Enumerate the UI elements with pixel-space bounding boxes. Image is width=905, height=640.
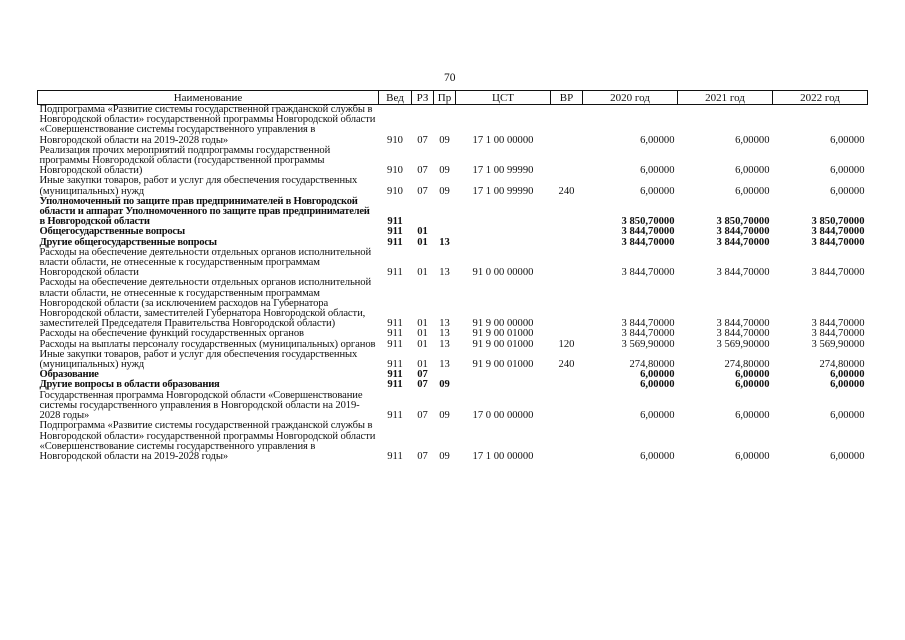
row-value-2022: 3 850,70000 — [811, 216, 865, 228]
row-rz: 01 — [417, 236, 428, 248]
row-cst: 91 0 00 00000 — [472, 267, 534, 279]
row-rz: 01 — [417, 359, 428, 371]
row-value-2022: 6,00000 — [830, 134, 865, 146]
row-rz: 01 — [417, 267, 428, 279]
row-rz: 07 — [417, 379, 428, 391]
row-ved: 911 — [387, 410, 403, 422]
header-ved: Вед — [379, 91, 412, 105]
row-vr: 120 — [558, 338, 575, 350]
row-value-2022: 3 844,70000 — [811, 318, 865, 330]
row-ved: 911 — [387, 450, 403, 462]
row-value-2022: 6,00000 — [830, 379, 865, 391]
header-rz: РЗ — [412, 91, 434, 105]
row-cst — [456, 197, 551, 228]
row-rz: 07 — [417, 185, 428, 197]
row-pr: 13 — [439, 318, 450, 330]
row-ved: 910 — [387, 134, 403, 146]
row-pr: 13 — [439, 338, 450, 350]
row-cst: 17 0 00 00000 — [472, 410, 534, 422]
row-value-2021: 6,00000 — [735, 369, 770, 381]
row-vr — [551, 146, 583, 177]
row-value-2021: 6,00000 — [735, 450, 770, 462]
row-vr — [551, 370, 583, 380]
row-value-2022: 3 844,70000 — [811, 267, 865, 279]
budget-table — [37, 90, 868, 462]
table-header-row — [38, 91, 868, 105]
row-value-2021: 3 844,70000 — [716, 328, 770, 340]
row-name: Другие общегосударственные вопросы — [39, 236, 217, 248]
row-ved: 911 — [387, 369, 403, 381]
row-cst — [456, 227, 551, 237]
row-ved: 911 — [387, 318, 403, 330]
row-value-2020: 274,80000 — [629, 359, 675, 371]
row-name: Расходы на обеспечение функций государственных органов — [39, 328, 304, 340]
row-value-2022: 274,80000 — [819, 359, 865, 371]
row-value-2021: 3 844,70000 — [716, 267, 770, 279]
table-row — [38, 105, 868, 146]
row-cst: 17 1 00 00000 — [472, 134, 534, 146]
header-pr: Пр — [434, 91, 456, 105]
row-value-2020: 6,00000 — [640, 369, 675, 381]
row-pr: 09 — [439, 134, 450, 146]
table-row — [38, 248, 868, 279]
row-vr — [551, 278, 583, 329]
row-name: Иные закупки товаров, работ и услуг для обеспечения государственных (муниципальных) нужд — [39, 348, 358, 371]
header-name: Наименование — [38, 91, 379, 105]
row-pr: 13 — [439, 359, 450, 371]
header-cst: ЦСТ — [456, 91, 551, 105]
row-ved: 910 — [387, 165, 403, 177]
row-value-2021: 6,00000 — [735, 379, 770, 391]
row-vr — [551, 248, 583, 279]
row-cst — [456, 380, 551, 390]
row-vr — [551, 105, 583, 146]
row-value-2022: 6,00000 — [830, 369, 865, 381]
table-row — [38, 391, 868, 422]
table-row — [38, 197, 868, 228]
row-value-2021: 3 569,90000 — [716, 338, 770, 350]
row-value-2022: 6,00000 — [830, 410, 865, 422]
row-rz: 07 — [417, 369, 428, 381]
row-value-2021: 3 844,70000 — [716, 318, 770, 330]
row-name: Расходы на выплаты персоналу государственных (муниципальных) органов — [39, 338, 376, 350]
row-ved: 911 — [387, 359, 403, 371]
row-value-2020: 3 850,70000 — [621, 216, 675, 228]
table-row — [38, 421, 868, 462]
header-2020: 2020 год — [583, 91, 678, 105]
row-vr — [551, 380, 583, 390]
row-name: Подпрограмма «Развитие системы государственной гражданской службы в Новгородской области» государственной программы Новгородской области «Совершенствование системы государственного управления в Новгородской области на 2019-2028 годы» — [39, 420, 376, 462]
row-rz: 01 — [417, 328, 428, 340]
row-pr: 13 — [439, 267, 450, 279]
row-value-2021: 6,00000 — [735, 165, 770, 177]
header-vr: ВР — [551, 91, 583, 105]
row-vr: 240 — [558, 185, 575, 197]
row-ved: 911 — [387, 267, 403, 279]
row-value-2020: 6,00000 — [640, 134, 675, 146]
row-cst — [456, 370, 551, 380]
row-value-2021: 6,00000 — [735, 410, 770, 422]
row-name: Иные закупки товаров, работ и услуг для обеспечения государственных (муниципальных) нужд — [39, 175, 358, 197]
header-2021: 2021 год — [678, 91, 773, 105]
row-value-2022: 6,00000 — [830, 450, 865, 462]
row-value-2020: 3 844,70000 — [621, 226, 675, 238]
table-row — [38, 350, 868, 370]
row-name: Расходы на обеспечение деятельности отдельных органов исполнительной власти области, не отнесенные к государственным программам Новгородской области — [39, 246, 372, 279]
row-ved: 911 — [387, 328, 403, 340]
row-pr: 09 — [439, 410, 450, 422]
table-row — [38, 278, 868, 329]
row-value-2020: 3 844,70000 — [621, 236, 675, 248]
row-value-2022: 6,00000 — [830, 185, 865, 197]
row-pr: 13 — [439, 328, 450, 340]
row-value-2020: 3 844,70000 — [621, 318, 675, 330]
row-value-2021: 6,00000 — [735, 185, 770, 197]
row-vr — [551, 227, 583, 237]
row-cst: 17 1 00 99990 — [472, 185, 534, 197]
row-name: Другие вопросы в области образования — [39, 379, 220, 391]
row-rz: 01 — [417, 338, 428, 350]
row-pr — [434, 197, 456, 228]
row-pr: 09 — [439, 379, 450, 391]
row-ved: 910 — [387, 185, 403, 197]
row-value-2020: 3 569,90000 — [621, 338, 675, 350]
row-cst: 91 9 00 00000 — [472, 318, 534, 330]
row-value-2021: 3 850,70000 — [716, 216, 770, 228]
row-value-2020: 3 844,70000 — [621, 267, 675, 279]
row-name: Уполномоченный по защите прав предпринимателей в Новгородской области и аппарат Уполномоченного по защите прав предпринимателей в Новгородской области — [39, 195, 370, 228]
table-row — [38, 176, 868, 196]
row-name: Общегосударственные вопросы — [39, 226, 185, 238]
row-cst: 91 9 00 01000 — [472, 359, 534, 371]
row-rz — [412, 197, 434, 228]
row-value-2022: 3 569,90000 — [811, 338, 865, 350]
row-pr: 09 — [439, 185, 450, 197]
row-rz: 07 — [417, 450, 428, 462]
row-ved: 911 — [387, 236, 403, 248]
row-value-2021: 274,80000 — [724, 359, 770, 371]
row-pr: 09 — [439, 450, 450, 462]
row-vr — [551, 421, 583, 462]
row-value-2020: 6,00000 — [640, 450, 675, 462]
row-vr — [551, 391, 583, 422]
row-ved: 911 — [387, 379, 403, 391]
row-vr — [551, 238, 583, 248]
row-value-2020: 6,00000 — [640, 165, 675, 177]
row-name: Расходы на обеспечение деятельности отдельных органов исполнительной власти области, не отнесенные к государственным программам Новгородской области (за исключением расходов на Губернатора Новгородской области, заместителей Губернатора Новгородской области, заместителей Председателя Правительства Новгородской области) — [39, 277, 372, 330]
row-ved: 911 — [387, 338, 403, 350]
page-number: 70 — [444, 72, 456, 84]
row-value-2020: 6,00000 — [640, 410, 675, 422]
row-vr — [551, 197, 583, 228]
row-pr: 09 — [439, 165, 450, 177]
row-name: Подпрограмма «Развитие системы государственной гражданской службы в Новгородской области» государственной программы Новгородской области «Совершенствование системы государственного управления в Новгородской области на 2019-2028 годы» — [39, 104, 376, 146]
header-2022: 2022 год — [773, 91, 868, 105]
row-rz: 01 — [417, 226, 428, 238]
row-rz: 01 — [417, 318, 428, 330]
row-value-2021: 3 844,70000 — [716, 226, 770, 238]
row-vr: 240 — [558, 359, 575, 371]
row-value-2021: 3 844,70000 — [716, 236, 770, 248]
row-name: Государственная программа Новгородской области «Совершенствование системы государственного управления в Новгородской области на 2019-2028 годы» — [39, 389, 363, 422]
row-rz: 07 — [417, 410, 428, 422]
row-cst: 17 1 00 99990 — [472, 165, 534, 177]
row-name: Реализация прочих мероприятий подпрограммы государственной программы Новгородской области (государственной программы Новгородской области) — [39, 144, 331, 177]
row-cst: 91 9 00 01000 — [472, 328, 534, 340]
row-value-2021: 6,00000 — [735, 134, 770, 146]
row-cst — [456, 238, 551, 248]
row-cst: 17 1 00 00000 — [472, 450, 534, 462]
row-value-2022: 3 844,70000 — [811, 328, 865, 340]
row-name: Образование — [39, 369, 99, 381]
table-row — [38, 146, 868, 177]
row-value-2022: 3 844,70000 — [811, 236, 865, 248]
row-pr: 13 — [439, 236, 450, 248]
row-ved: 911 — [387, 216, 403, 228]
row-value-2020: 3 844,70000 — [621, 328, 675, 340]
row-value-2022: 6,00000 — [830, 165, 865, 177]
row-value-2020: 6,00000 — [640, 379, 675, 391]
row-cst: 91 9 00 01000 — [472, 338, 534, 350]
row-ved: 911 — [387, 226, 403, 238]
row-rz: 07 — [417, 165, 428, 177]
row-value-2022: 3 844,70000 — [811, 226, 865, 238]
row-rz: 07 — [417, 134, 428, 146]
row-value-2020: 6,00000 — [640, 185, 675, 197]
